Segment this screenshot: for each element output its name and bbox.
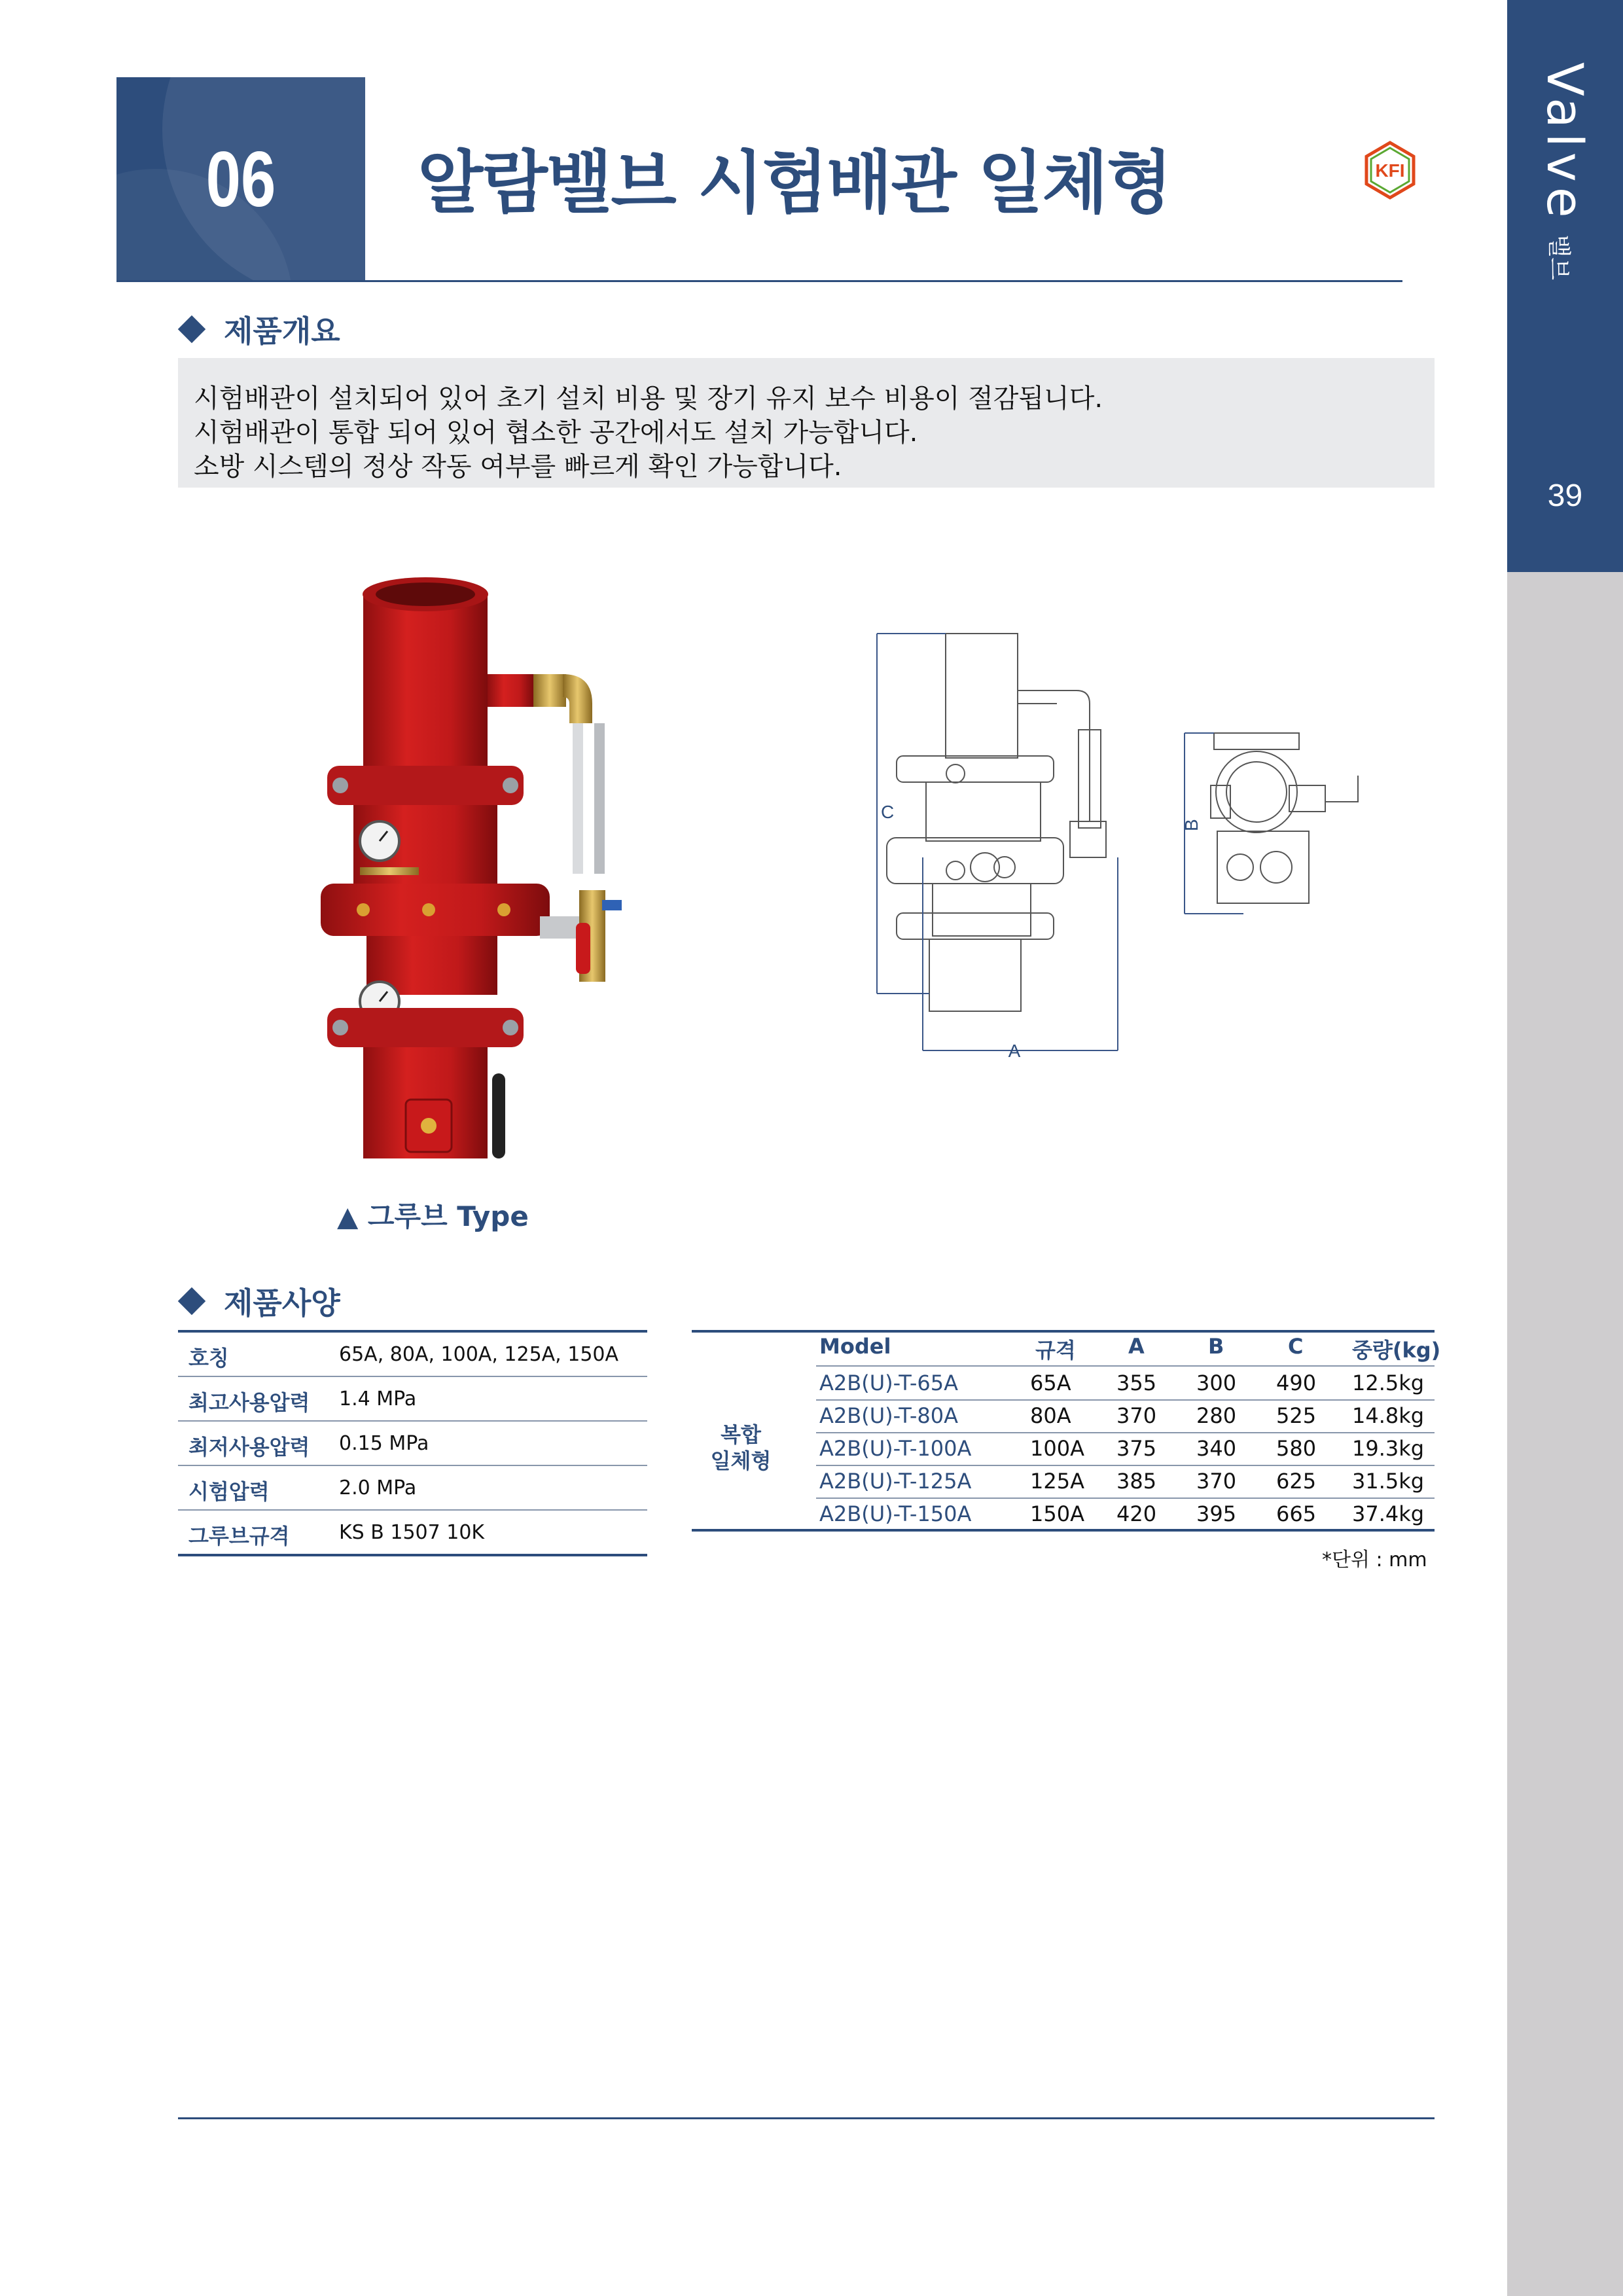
model-table-header-a: A	[1128, 1334, 1145, 1359]
overview-heading-text: 제품개요	[224, 314, 340, 349]
model-table-cell-weight: 37.4kg	[1352, 1501, 1425, 1526]
spec-row	[178, 1511, 647, 1556]
model-table-header-model: Model	[819, 1334, 891, 1359]
model-table-cell-c: 525	[1276, 1403, 1317, 1428]
model-table-cell-model: A2B(U)-T-125A	[819, 1469, 972, 1494]
footer-rule	[178, 2117, 1435, 2119]
valve-product-image	[314, 576, 668, 1178]
spec-row	[178, 1466, 647, 1511]
group-label-line: 일체형	[710, 1448, 772, 1473]
model-table-cell-size: 65A	[1030, 1371, 1071, 1395]
overview-line: 소방 시스템의 정상 작동 여부를 빠르게 확인 가능합니다.	[194, 452, 842, 482]
model-table-cell-c: 625	[1276, 1469, 1317, 1494]
model-table-cell-model: A2B(U)-T-150A	[819, 1501, 972, 1526]
unit-note: *단위 : mm	[1322, 1549, 1427, 1571]
model-table-header-b: B	[1208, 1334, 1224, 1359]
model-table-cell-weight: 12.5kg	[1352, 1371, 1425, 1395]
model-table-cell-b: 370	[1196, 1469, 1237, 1494]
model-table-top-rule	[692, 1330, 1435, 1333]
group-label-line: 복합	[721, 1422, 761, 1447]
model-table-cell-model: A2B(U)-T-100A	[819, 1436, 972, 1461]
kfi-logo	[1359, 139, 1421, 202]
spec-row	[178, 1422, 647, 1466]
spec-label: 최저사용압력	[188, 1435, 310, 1460]
model-table-cell-weight: 14.8kg	[1352, 1403, 1425, 1428]
overview-panel	[178, 358, 1435, 488]
model-table-cell-c: 665	[1276, 1501, 1317, 1526]
dim-label-a: A	[1008, 1041, 1021, 1061]
model-table-cell-b: 395	[1196, 1501, 1237, 1526]
model-table-cell-weight: 19.3kg	[1352, 1436, 1425, 1461]
spec-label: 호칭	[188, 1346, 229, 1371]
spec-row	[178, 1377, 647, 1422]
diamond-bullet-icon	[178, 1287, 205, 1315]
model-table-cell-b: 300	[1196, 1371, 1237, 1395]
spec-value: KS B 1507 10K	[339, 1521, 485, 1544]
model-table-cell-c: 490	[1276, 1371, 1317, 1395]
front-dimension-drawing	[870, 622, 1132, 1067]
kfi-logo-text: KFI	[1375, 160, 1405, 181]
diamond-bullet-icon	[178, 315, 205, 343]
model-table-bottom-rule	[692, 1529, 1435, 1532]
model-table-cell-b: 280	[1196, 1403, 1237, 1428]
section-number-box	[116, 77, 365, 282]
model-table-cell-b: 340	[1196, 1436, 1237, 1461]
spec-value: 0.15 MPa	[339, 1432, 429, 1455]
page-title: 알람밸브 시험배관 일체형	[418, 143, 1171, 223]
overview-line: 시험배관이 통합 되어 있어 협소한 공간에서도 설치 가능합니다.	[194, 418, 918, 448]
model-table-group-label	[692, 1422, 790, 1474]
model-table-row-rule	[816, 1399, 1435, 1401]
side-tab-label-ko: 밸브	[1545, 234, 1572, 281]
specs-heading-text: 제품사양	[224, 1285, 340, 1321]
spec-value: 65A, 80A, 100A, 125A, 150A	[339, 1343, 619, 1366]
model-table-header-c: C	[1288, 1334, 1304, 1359]
model-table-cell-a: 370	[1116, 1403, 1157, 1428]
model-table-cell-a: 385	[1116, 1469, 1157, 1494]
model-table-cell-size: 80A	[1030, 1403, 1071, 1428]
model-table-cell-a: 355	[1116, 1371, 1157, 1395]
header-rule	[116, 280, 1402, 282]
model-table-cell-weight: 31.5kg	[1352, 1469, 1425, 1494]
spec-label: 그루브규격	[188, 1524, 290, 1549]
dim-label-c: C	[881, 802, 895, 822]
side-dimension-drawing	[1171, 726, 1420, 923]
model-table-cell-c: 580	[1276, 1436, 1317, 1461]
section-number: 06	[205, 135, 276, 223]
image-caption: ▲ 그루브 Type	[337, 1200, 529, 1232]
model-table-row-rule	[816, 1365, 1435, 1367]
page-number: 39	[1547, 478, 1583, 513]
spec-label: 시험압력	[188, 1479, 270, 1504]
model-table-row-rule	[816, 1465, 1435, 1466]
spec-label: 최고사용압력	[188, 1390, 310, 1415]
model-table-cell-size: 100A	[1030, 1436, 1084, 1461]
model-table-cell-model: A2B(U)-T-65A	[819, 1371, 958, 1395]
model-table-row-rule	[816, 1432, 1435, 1433]
model-table-cell-a: 420	[1116, 1501, 1157, 1526]
model-table-cell-size: 150A	[1030, 1501, 1084, 1526]
model-table-header-size: 규격	[1035, 1338, 1076, 1363]
specs-heading	[182, 1280, 340, 1323]
side-tab-label-en: Valve	[1536, 62, 1594, 223]
dim-label-b: B	[1181, 819, 1202, 831]
spec-row	[178, 1333, 647, 1377]
model-table-cell-a: 375	[1116, 1436, 1157, 1461]
model-table-cell-size: 125A	[1030, 1469, 1084, 1494]
model-table-cell-model: A2B(U)-T-80A	[819, 1403, 958, 1428]
spec-value: 2.0 MPa	[339, 1477, 417, 1499]
model-table-row-rule	[816, 1498, 1435, 1499]
model-table-header-weight: 중량(kg)	[1352, 1338, 1441, 1363]
spec-value: 1.4 MPa	[339, 1388, 417, 1410]
overview-line: 시험배관이 설치되어 있어 초기 설치 비용 및 장기 유지 보수 비용이 절감됩니다.	[194, 384, 1103, 414]
overview-heading	[182, 308, 340, 351]
